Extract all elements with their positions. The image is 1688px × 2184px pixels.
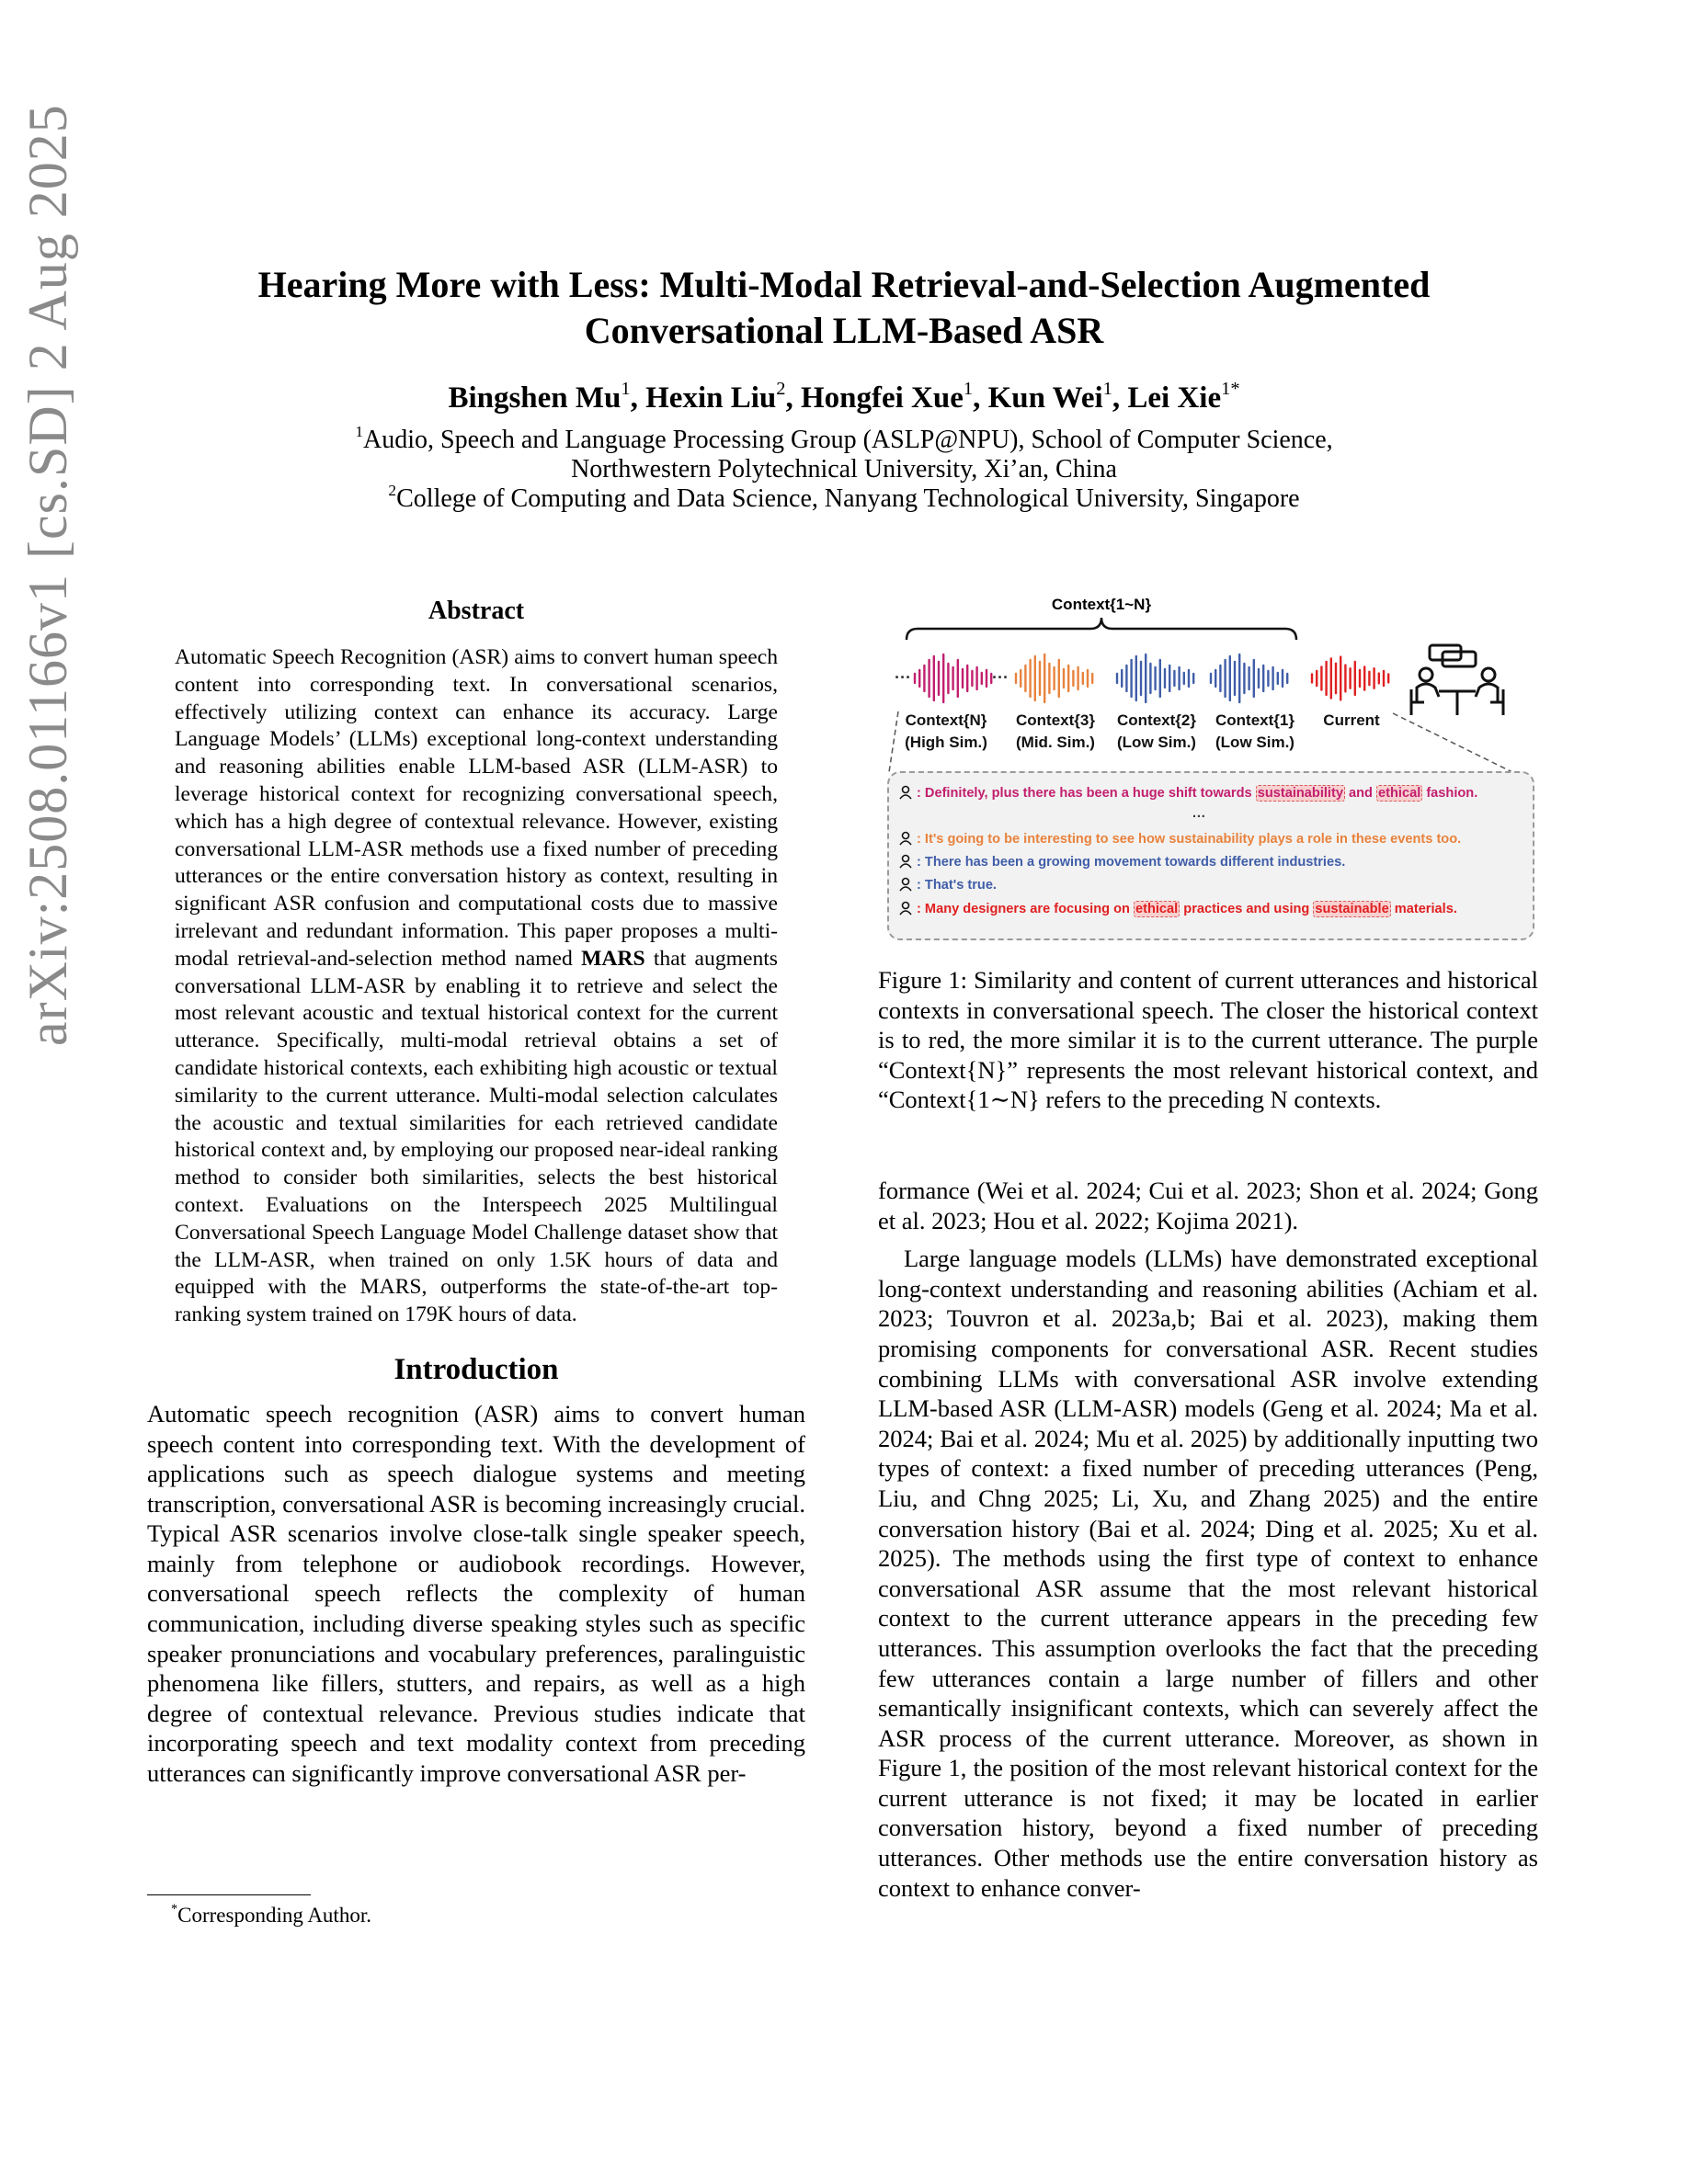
footnote-text: Corresponding Author. [177,1904,371,1927]
affil-mark: 1 [355,422,364,440]
context-3-label [1005,710,1106,754]
affiliation-2 [147,481,1541,514]
utterance-text-part: and [1344,786,1377,801]
current-label [1310,710,1393,732]
ellipsis-mid: ··· [992,668,1009,687]
author-name: Kun Wei [987,381,1103,415]
keyword-highlight: ethical [1378,786,1421,801]
utterance-text: : That's true. [917,878,997,893]
context-sim: (Low Sim.) [1215,734,1295,751]
figure-1 [878,588,1538,941]
context-name: Context{3} [1016,711,1095,729]
footnote [171,1903,371,1928]
title-line-2: Conversational LLM-Based ASR [584,310,1104,351]
abstract-text-part: Automatic Speech Recognition (ASR) aims to convert human speech content into corresponding text. In conversational scenarios, effectively utilizing context can enhance its accuracy. Large Language Models’ (LLMs) exceptional long-context understanding and reasoning abilities enable LLM-based ASR (LLM-ASR) to leverage historical context for recognizing conversational speech, which has a high degree of contextual relevance. However, existing conversational LLM-ASR methods use a fixed number of preceding utterances or the entire conversation history as context, resulting in significant ASR confusion and computational costs due to massive irrelevant and redundant information. This paper proposes a multi-modal retrieval-and-selection method named [175,645,778,971]
author-affil-mark: 1 [963,378,974,399]
right-column [878,1176,1538,1903]
utterance-current [898,900,1457,918]
utterance-text: : It's going to be interesting to see how sustainability plays a role in these events too. [917,832,1462,847]
utterance-text-part: fashion. [1422,786,1478,801]
abstract-text [175,644,778,1329]
context-n-label [895,710,998,754]
context-name: Context{2} [1117,711,1196,729]
dialogue-box [887,771,1534,940]
context-range-label: Context{1~N} [1051,596,1152,613]
title-line-1: Hearing More with Less: Multi-Modal Retrieval-and-Selection Augmented [257,264,1431,305]
context-sim: (High Sim.) [905,734,987,751]
waveforms [915,654,1388,702]
method-name: MARS [581,946,645,971]
intro-paragraph-1: Automatic speech recognition (ASR) aims to convert human speech content into corresponding text. With the development of applications such as speech dialogue systems and meeting transcription, conversational ASR is becoming increasingly crucial. Typical ASR scenarios involve close-talk single speaker speech, mainly from telephone or audiobook recordings. However, conversational speech reflects the complexity of human communication, including diverse speaking styles such as specific speaker pronunciations and vocabulary preferences, paralinguistic phenomena like fillers, stutters, and repairs, as well as a high degree of contextual relevance. Previous studies indicate that incorporating speech and text modality context from preceding utterances can significantly improve conversational ASR per- [147,1399,805,1788]
context-brace [907,618,1296,640]
author-affil-mark: 1 [1102,378,1112,399]
dialog-ellipsis: ··· [1192,810,1206,825]
abstract-heading: Abstract [428,597,525,625]
person-icon [898,831,913,846]
utterance-text [917,901,1457,917]
person-icon [898,901,913,916]
meeting-icon [1411,645,1503,715]
utterance-text-part: materials. [1390,902,1457,916]
utterance-text: : There has been a growing movement towards different industries. [917,855,1346,870]
author-affil-mark: 1 [621,378,631,399]
abstract-text-part: that augments conversational LLM-ASR by enabling it to retrieve and select the most relevant acoustic and textual historical context for the current utterance. Specifically, multi-modal retrieval obtains a set of candidate historical contexts, each exhibiting high acoustic or textual similarity to the current utterance. Multi-modal selection calculates the acoustic and textual similarities for each retrieved candidate historical context and, by employing our proposed near-ideal ranking method to consider both similarities, selects the best historical context. Evaluations on the Interspeech 2025 Multilingual Conversational Speech Language Model Challenge dataset show that the LLM-ASR, when trained on only 1.5K hours of data and equipped with the MARS, outperforms the state-of-the-art top-ranking system trained on 179K hours of data. [175,946,778,1327]
author-name: Lei Xie [1127,381,1222,415]
affiliation-1-line-1 [147,422,1541,455]
keyword-highlight: sustainable [1315,902,1389,916]
context-2-label [1107,710,1206,754]
affil-text: Audio, Speech and Language Processing Group (ASLP@NPU), School of Computer Science, [363,426,1333,454]
intro-paragraph-2: Large language models (LLMs) have demonstrated exceptional long-context understanding and reasoning abilities (Achiam et al. 2023; Touvron et al. 2023a,b; Bai et al. 2023), making them promising components for conversational ASR. Recent studies combining LLMs with conversational ASR involve extending LLM-based ASR (LLM-ASR) models (Geng et al. 2024; Ma et al. 2024; Bai et al. 2024; Mu et al. 2025) by additionally inputting two types of context: a fixed number of preceding utterances (Peng, Liu, and Chng 2025; Li, Xu, and Zhang 2025) and the entire conversation history (Bai et al. 2024; Ding et al. 2025; Xu et al. 2025). The methods using the first type of context to enhance conversational ASR assume that the most relevant historical context to the current utterance appears in the preceding few utterances. This assumption overlooks the fact that the preceding few utterances contain a large number of fillers and other semantically insignificant contexts, which can severely affect the ASR process of the current utterance. Moreover, as shown in Figure 1, the position of the most relevant historical context for the current utterance is not fixed; it may be located in earlier conversation history, beyond a fixed number of preceding utterances. Other methods use the entire conversation history as context to enhance conver- [878,1245,1538,1902]
arxiv-side-stamp: arXiv:2508.01166v1 [cs.SD] 2 Aug 2025 [17,104,78,1046]
context-1-label [1205,710,1305,754]
utterance-text-part: : Definitely, plus there has been a huge shift towards [917,786,1256,801]
keyword-highlight: sustainability [1257,786,1343,801]
affiliation-1-line-2: Northwestern Polytechnical University, Xi’an, China [571,455,1117,483]
affil-text: College of Computing and Data Science, Nanyang Technological University, Singapore [396,484,1300,513]
author-affil-mark: 1* [1221,378,1240,399]
context-sim: (Mid. Sim.) [1016,734,1095,751]
author-affil-mark: 2 [776,378,786,399]
context-name: Current [1323,711,1380,729]
utterance-text-part: : Many designers are focusing on [917,902,1134,916]
affil-mark: 2 [388,481,397,499]
zoom-line-right [1393,713,1512,772]
author-name: Bingshen Mu [448,381,622,415]
ellipsis-left: ··· [895,668,911,687]
context-sim: (Low Sim.) [1117,734,1196,751]
person-icon [898,854,913,869]
utterance-context-3 [898,830,1461,848]
intro-paragraph-1-continued: formance (Wei et al. 2024; Cui et al. 2023; Shon et al. 2024; Gong et al. 2023; Hou et al. 2022; Kojima 2021). [878,1177,1538,1234]
footnote-rule [147,1894,311,1895]
footnote-mark: * [171,1901,178,1917]
person-icon [898,877,913,892]
utterance-text-part: practices and using [1180,902,1314,916]
keyword-highlight: ethical [1135,902,1179,916]
author-list: Bingshen Mu$^1$, Hexin Liu$^2$, Hongfei Xue$^1$, Kun Wei$^1$, Lei Xie$^{1*}$ [448,378,1240,415]
figure-1-caption: Figure 1: Similarity and content of current utterances and historical contexts in conversational speech. The closer the historical context is to red, the more similar it is to the current utterance. The purple “Context{N}” represents the most relevant historical context, and “Context{1∼N} refers to the preceding N contexts. [878,966,1538,1114]
context-name: Context{N} [905,711,987,729]
context-name: Context{1} [1215,711,1295,729]
paper-title [147,262,1541,354]
utterance-context-2 [898,853,1345,871]
author-name: Hongfei Xue [800,381,964,415]
utterance-context-1 [898,876,997,894]
author-name: Hexin Liu [645,381,777,415]
person-icon [898,785,913,800]
introduction-heading: Introduction [393,1352,559,1386]
left-column [147,596,805,1789]
utterance-context-n [898,784,1477,802]
utterance-text [917,785,1477,802]
